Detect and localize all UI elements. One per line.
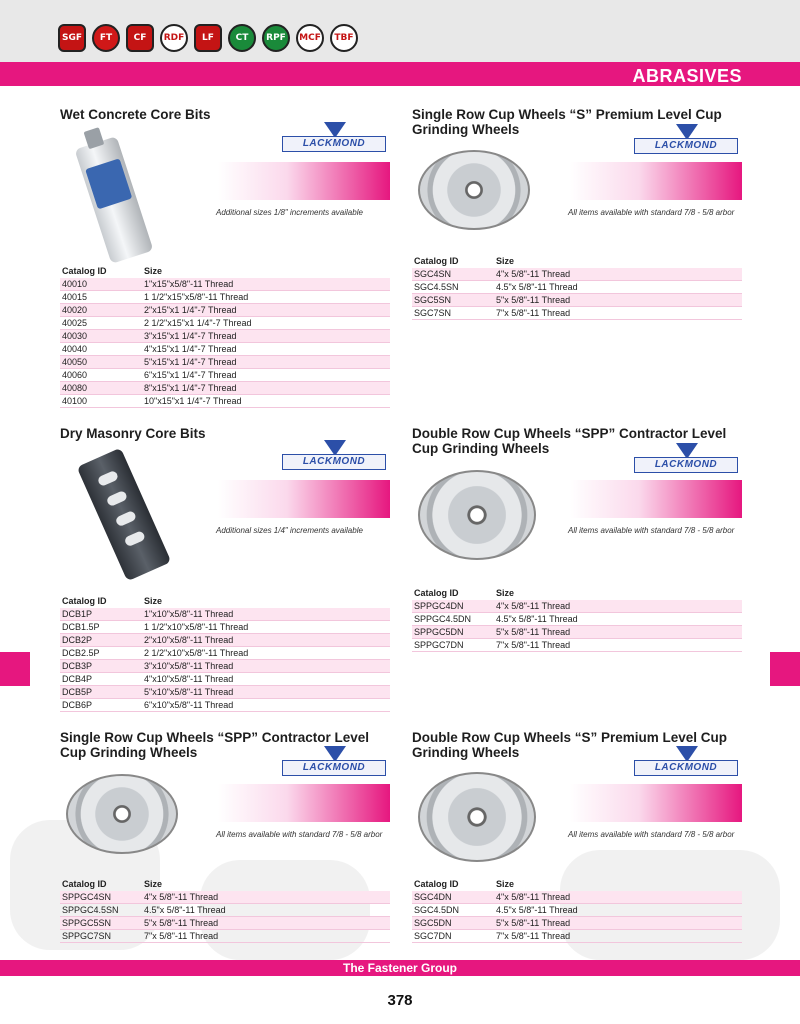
table-row: DCB6P 6"x10"x5/8"-11 Thread	[60, 699, 390, 712]
product-note: All items available with standard 7/8 - 5/8 arbor	[568, 526, 735, 535]
table-row: DCB5P 5"x10"x5/8"-11 Thread	[60, 686, 390, 699]
logo-badge: TBF	[330, 24, 358, 52]
table-row: SGC7DN 7"x 5/8"-11 Thread	[412, 930, 742, 943]
logo-badge: SGF	[58, 24, 86, 52]
highlight-gradient	[570, 162, 742, 200]
masonry-bit-image	[100, 452, 148, 577]
table-row: 40010 1"x15"x5/8"-11 Thread	[60, 278, 390, 291]
table-row: SPPGC4SN 4"x 5/8"-11 Thread	[60, 891, 390, 904]
table-row: SPPGC4DN 4"x 5/8"-11 Thread	[412, 600, 742, 613]
product-title: Wet Concrete Core Bits	[60, 107, 211, 122]
column-header: Catalog ID	[414, 879, 459, 889]
table-row: SPPGC7DN 7"x 5/8"-11 Thread	[412, 639, 742, 652]
brand-wordmark: LACKMOND	[282, 454, 386, 470]
column-header: Catalog ID	[414, 256, 459, 266]
catalog-table	[60, 595, 390, 712]
core-bit-image	[92, 140, 136, 260]
logo-badge: CF	[126, 24, 154, 52]
table-row: 40100 10"x15"x1 1/4"-7 Thread	[60, 395, 390, 408]
logo-badge: FT	[92, 24, 120, 52]
catalog-table	[412, 587, 742, 652]
side-tab	[770, 652, 800, 686]
table-row: DCB2.5P 2 1/2"x10"x5/8"-11 Thread	[60, 647, 390, 660]
section-title: ABRASIVES	[632, 66, 742, 86]
table-row: 40030 3"x15"x1 1/4"-7 Thread	[60, 330, 390, 343]
top-banner	[0, 0, 800, 62]
cup-wheel-image	[418, 772, 536, 862]
product-title: Dry Masonry Core Bits	[60, 426, 206, 441]
logo-badge: MCF	[296, 24, 324, 52]
column-header: Size	[144, 596, 163, 606]
table-row: 40015 1 1/2"x15"x5/8"-11 Thread	[60, 291, 390, 304]
page-number: 378	[387, 992, 413, 1009]
table-row: DCB3P 3"x10"x5/8"-11 Thread	[60, 660, 390, 673]
column-header: Size	[144, 266, 163, 276]
product-wet-concrete-core-bits	[60, 107, 400, 122]
table-row: DCB1P 1"x10"x5/8"-11 Thread	[60, 608, 390, 621]
highlight-gradient	[570, 784, 742, 822]
product-note: Additional sizes 1/8" increments available	[216, 208, 363, 217]
table-row: SGC4.5SN 4.5"x 5/8"-11 Thread	[412, 281, 742, 294]
table-row: 40020 2"x15"x1 1/4"-7 Thread	[60, 304, 390, 317]
brand-wordmark: LACKMOND	[282, 136, 386, 152]
brand-wordmark: LACKMOND	[634, 457, 738, 473]
logo-badge: LF	[194, 24, 222, 52]
product-title: Single Row Cup Wheels “S” Premium Level Cup Grinding Wheels	[412, 107, 722, 137]
catalog-table	[412, 255, 742, 320]
table-row: 40080 8"x15"x1 1/4"-7 Thread	[60, 382, 390, 395]
cup-wheel-image	[418, 470, 536, 560]
table-row: DCB2P 2"x10"x5/8"-11 Thread	[60, 634, 390, 647]
cup-wheel-image	[66, 774, 178, 854]
catalog-table	[60, 878, 390, 943]
table-row: 40050 5"x15"x1 1/4"-7 Thread	[60, 356, 390, 369]
table-row: SGC4DN 4"x 5/8"-11 Thread	[412, 891, 742, 904]
table-row: SPPGC4.5SN 4.5"x 5/8"-11 Thread	[60, 904, 390, 917]
logo-badge: RDF	[160, 24, 188, 52]
lackmond-logo	[278, 746, 390, 780]
column-header: Size	[496, 256, 515, 266]
column-header: Catalog ID	[62, 266, 107, 276]
table-row: SPPGC7SN 7"x 5/8"-11 Thread	[60, 930, 390, 943]
product-dry-masonry-core-bits	[60, 426, 400, 441]
lackmond-logo	[278, 440, 390, 474]
catalog-table	[60, 265, 390, 408]
catalog-table	[412, 878, 742, 943]
column-header: Size	[144, 879, 163, 889]
product-title: Single Row Cup Wheels “SPP” Contractor Level Cup Grinding Wheels	[60, 730, 370, 760]
product-note: Additional sizes 1/4" increments available	[216, 526, 363, 535]
table-row: SGC7SN 7"x 5/8"-11 Thread	[412, 307, 742, 320]
table-row: SPPGC5SN 5"x 5/8"-11 Thread	[60, 917, 390, 930]
table-row: 40040 4"x15"x1 1/4"-7 Thread	[60, 343, 390, 356]
lackmond-logo	[630, 124, 742, 158]
table-row: SGC5SN 5"x 5/8"-11 Thread	[412, 294, 742, 307]
logo-badge: CT	[228, 24, 256, 52]
table-row: DCB4P 4"x10"x5/8"-11 Thread	[60, 673, 390, 686]
lackmond-logo	[630, 443, 742, 477]
column-header: Catalog ID	[62, 596, 107, 606]
footer-company: The Fastener Group	[342, 961, 458, 975]
table-row: SGC4SN 4"x 5/8"-11 Thread	[412, 268, 742, 281]
highlight-gradient	[218, 480, 390, 518]
brand-logos	[58, 24, 358, 52]
product-note: All items available with standard 7/8 - 5/8 arbor	[568, 208, 735, 217]
table-row: SGC5DN 5"x 5/8"-11 Thread	[412, 917, 742, 930]
highlight-gradient	[570, 480, 742, 518]
lackmond-logo	[630, 746, 742, 780]
product-note: All items available with standard 7/8 - 5/8 arbor	[216, 830, 383, 839]
highlight-gradient	[218, 162, 390, 200]
brand-wordmark: LACKMOND	[634, 760, 738, 776]
column-header: Catalog ID	[414, 588, 459, 598]
column-header: Size	[496, 588, 515, 598]
product-title: Double Row Cup Wheels “SPP” Contractor Level Cup Grinding Wheels	[412, 426, 727, 456]
highlight-gradient	[218, 784, 390, 822]
cup-wheel-image	[418, 150, 530, 230]
lackmond-logo	[278, 122, 390, 156]
table-row: 40060 6"x15"x1 1/4"-7 Thread	[60, 369, 390, 382]
table-row: SPPGC5DN 5"x 5/8"-11 Thread	[412, 626, 742, 639]
column-header: Size	[496, 879, 515, 889]
table-row: SGC4.5DN 4.5"x 5/8"-11 Thread	[412, 904, 742, 917]
side-tab	[0, 652, 30, 686]
column-header: Catalog ID	[62, 879, 107, 889]
product-note: All items available with standard 7/8 - 5/8 arbor	[568, 830, 735, 839]
brand-wordmark: LACKMOND	[634, 138, 738, 154]
product-title: Double Row Cup Wheels “S” Premium Level Cup Grinding Wheels	[412, 730, 728, 760]
table-row: SPPGC4.5DN 4.5"x 5/8"-11 Thread	[412, 613, 742, 626]
table-row: 40025 2 1/2"x15"x1 1/4"-7 Thread	[60, 317, 390, 330]
table-row: DCB1.5P 1 1/2"x10"x5/8"-11 Thread	[60, 621, 390, 634]
logo-badge: RPF	[262, 24, 290, 52]
brand-wordmark: LACKMOND	[282, 760, 386, 776]
